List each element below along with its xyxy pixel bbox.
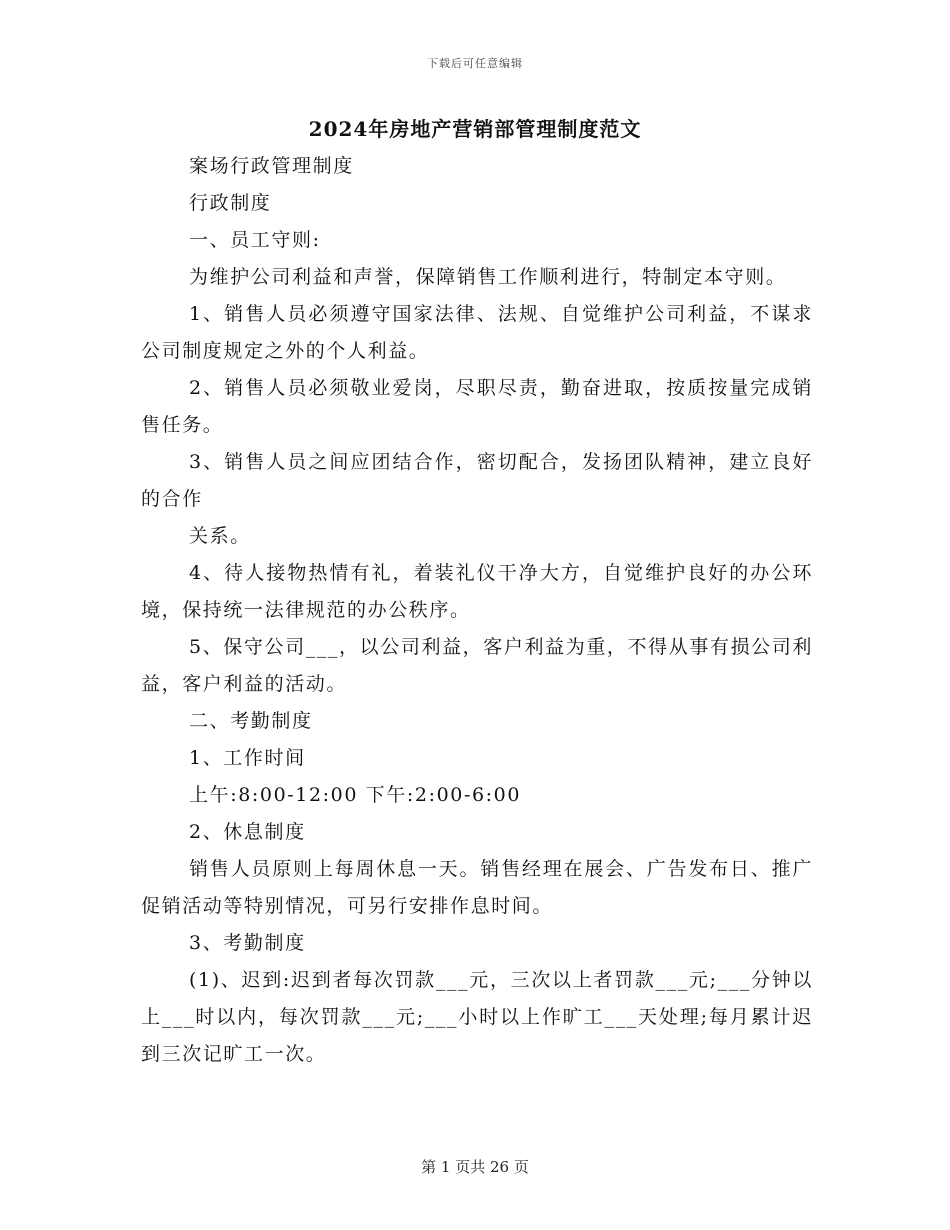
- paragraph: 3、考勤制度: [189, 932, 306, 954]
- paragraph: 5、保守公司___，以公司利益，客户利益为重，不得从事有损公司利益，客户利益的活动。: [141, 636, 813, 695]
- paragraph: (1)、迟到:迟到者每次罚款___元，三次以上者罚款___元;___分钟以上___时以内，每次罚款___元;___小时以上作旷工___天处理;每月累计迟到三次记旷工一次。: [141, 969, 813, 1065]
- paragraph: 2、休息制度: [189, 821, 306, 843]
- document-body: [141, 148, 813, 1073]
- paragraph: 上午:8:00-12:00 下午:2:00-6:00: [189, 784, 522, 806]
- paragraph: 案场行政管理制度: [189, 155, 354, 177]
- page-number-footer: 第 1 页共 26 页: [421, 1158, 529, 1176]
- paragraph: 4、待人接物热情有礼，着装礼仪干净大方，自觉维护良好的办公环境，保持统一法律规范的办公秩序。: [141, 562, 813, 621]
- paragraph: 二、考勤制度: [189, 710, 313, 732]
- paragraph: 1、销售人员必须遵守国家法律、法规、自觉维护公司利益，不谋求公司制度规定之外的个人利益。: [141, 303, 813, 362]
- header-note: 下载后可任意编辑: [427, 57, 523, 70]
- paragraph: 行政制度: [189, 192, 272, 214]
- paragraph: 2、销售人员必须敬业爱岗，尽职尽责，勤奋进取，按质按量完成销售任务。: [141, 377, 813, 436]
- paragraph: 3、销售人员之间应团结合作，密切配合，发扬团队精神，建立良好的合作: [141, 451, 813, 510]
- paragraph: 关系。: [189, 525, 251, 547]
- paragraph: 1、工作时间: [189, 747, 306, 769]
- paragraph: 销售人员原则上每周休息一天。销售经理在展会、广告发布日、推广促销活动等特别情况，可另行安排作息时间。: [141, 858, 813, 917]
- document-title: 2024年房地产营销部管理制度范文: [308, 117, 642, 141]
- paragraph: 为维护公司利益和声誉，保障销售工作顺利进行，特制定本守则。: [189, 266, 787, 288]
- paragraph: 一、员工守则:: [189, 229, 321, 251]
